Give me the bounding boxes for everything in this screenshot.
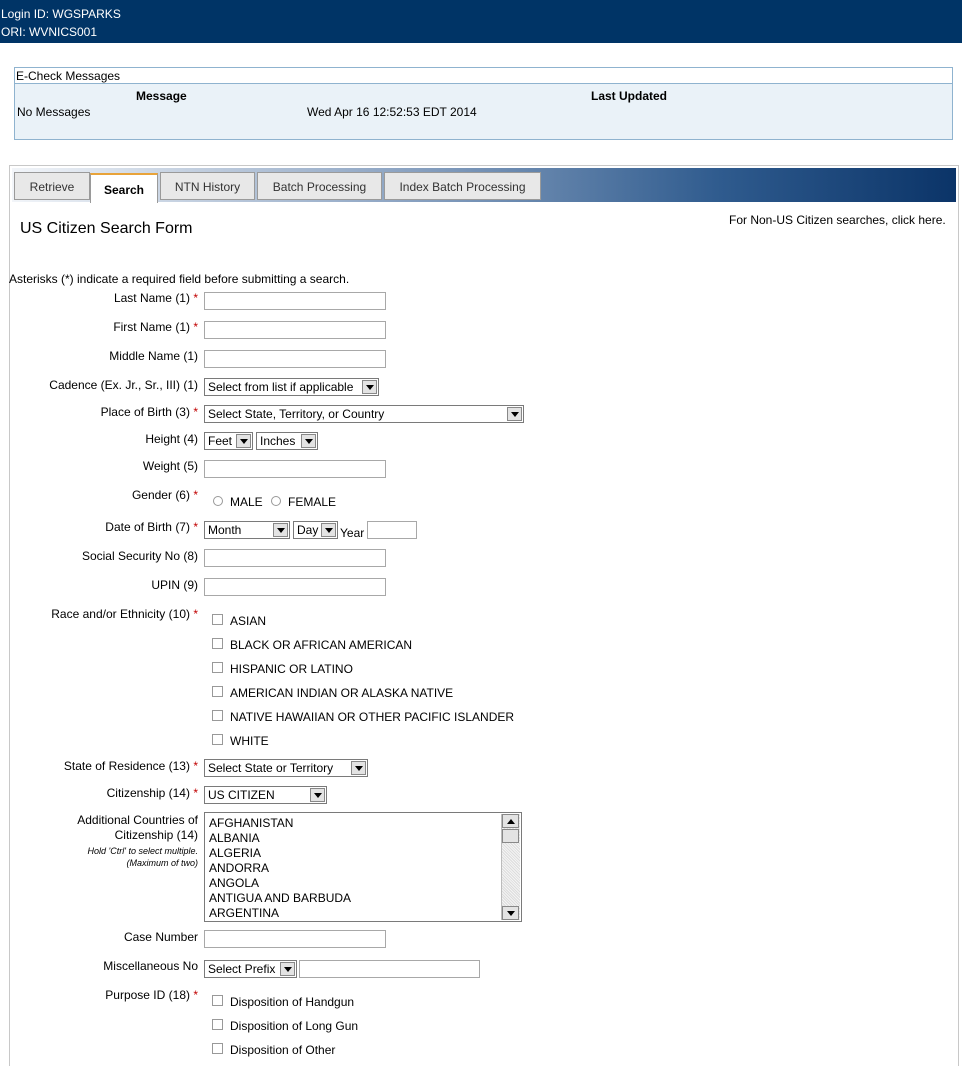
last-name-input[interactable] (204, 292, 386, 310)
required-note: Asterisks (*) indicate a required field before submitting a search. (9, 272, 350, 286)
message-updated: Wed Apr 16 12:52:53 EDT 2014 (307, 105, 477, 119)
weight-label: Weight (5) (142, 459, 198, 473)
listbox-scrollbar[interactable] (501, 814, 520, 920)
cadence-select[interactable]: Select from list if applicable (204, 378, 379, 396)
tab-retrieve[interactable]: Retrieve (14, 172, 90, 200)
purpose-label: Purpose ID (18) * (105, 988, 198, 1002)
purpose-long-gun-checkbox[interactable] (212, 1019, 223, 1030)
tab-ntn-history[interactable]: NTN History (160, 172, 255, 200)
gender-male-radio[interactable] (213, 496, 223, 506)
list-item[interactable]: ANDORRA (209, 861, 270, 875)
additional-hint-2: (Maximum of two) (126, 858, 198, 868)
col-last-updated: Last Updated (591, 89, 668, 103)
chevron-down-icon (362, 380, 377, 394)
list-item[interactable]: AFGHANISTAN (209, 816, 294, 830)
tab-search[interactable]: Search (90, 173, 158, 203)
height-label: Height (4) (145, 432, 198, 446)
race-asian-checkbox[interactable] (212, 614, 223, 625)
tab-bar (12, 168, 956, 202)
list-item[interactable]: ANGOLA (209, 876, 260, 890)
misc-prefix-select[interactable]: Select Prefix (204, 960, 297, 978)
dob-month-select[interactable]: Month (204, 521, 290, 539)
ssn-input[interactable] (204, 549, 386, 567)
gender-male-label: MALE (230, 495, 263, 509)
chevron-down-icon (310, 788, 325, 802)
dob-year-label: Year (340, 526, 365, 540)
login-id: Login ID: WGSPARKS (1, 7, 121, 21)
tab-index-batch-processing[interactable]: Index Batch Processing (384, 172, 541, 200)
additional-hint-1: Hold 'Ctrl' to select multiple. (87, 846, 198, 856)
first-name-label: First Name (1) * (113, 320, 198, 334)
additional-countries-label-1: Additional Countries of (77, 813, 198, 827)
purpose-option-label: Disposition of Other (230, 1043, 336, 1057)
tab-batch-processing[interactable]: Batch Processing (257, 172, 382, 200)
cadence-label: Cadence (Ex. Jr., Sr., III) (1) (49, 378, 198, 392)
last-name-label: Last Name (1) * (113, 291, 198, 305)
weight-input[interactable] (204, 460, 386, 478)
list-item[interactable]: ARGENTINA (209, 906, 280, 920)
chevron-down-icon (301, 434, 316, 448)
ssn-label: Social Security No (8) (81, 549, 198, 563)
chevron-down-icon (507, 407, 522, 421)
residence-label: State of Residence (13) * (63, 759, 198, 773)
gender-female-radio[interactable] (271, 496, 281, 506)
additional-countries-listbox[interactable] (204, 812, 522, 922)
case-number-input[interactable] (204, 930, 386, 948)
purpose-option-label: Disposition of Handgun (230, 995, 355, 1009)
purpose-option-label: Disposition of Long Gun (230, 1019, 359, 1033)
race-hispanic-checkbox[interactable] (212, 662, 223, 673)
misc-label: Miscellaneous No (103, 959, 198, 973)
race-option-label: NATIVE HAWAIIAN OR OTHER PACIFIC ISLANDER (230, 710, 515, 724)
place-of-birth-select[interactable]: Select State, Territory, or Country (204, 405, 524, 423)
citizenship-label: Citizenship (14) * (106, 786, 198, 800)
race-black-checkbox[interactable] (212, 638, 223, 649)
purpose-other-checkbox[interactable] (212, 1043, 223, 1054)
echeck-messages-panel (14, 67, 953, 140)
purpose-handgun-checkbox[interactable] (212, 995, 223, 1006)
race-native-hawaiian-checkbox[interactable] (212, 710, 223, 721)
race-option-label: ASIAN (230, 614, 267, 628)
race-option-label: AMERICAN INDIAN OR ALASKA NATIVE (230, 686, 454, 700)
race-option-label: WHITE (230, 734, 269, 748)
ori: ORI: WVNICS001 (1, 25, 98, 39)
messages-title: E-Check Messages (16, 69, 121, 83)
upin-input[interactable] (204, 578, 386, 596)
scroll-up-icon[interactable] (502, 814, 519, 828)
misc-number-input[interactable] (299, 960, 480, 978)
list-item[interactable]: ALGERIA (209, 846, 262, 860)
citizenship-select[interactable]: US CITIZEN (204, 786, 327, 804)
chevron-down-icon (236, 434, 251, 448)
page-title: US Citizen Search Form (20, 220, 193, 237)
case-number-label: Case Number (123, 930, 198, 944)
top-bar (0, 0, 962, 43)
scroll-down-icon[interactable] (502, 906, 519, 920)
middle-name-label: Middle Name (1) (109, 349, 198, 363)
height-inches-select[interactable]: Inches (256, 432, 318, 450)
dob-day-select[interactable]: Day (293, 521, 338, 539)
gender-label: Gender (6) * (131, 488, 198, 502)
scroll-thumb[interactable] (502, 829, 519, 843)
race-white-checkbox[interactable] (212, 734, 223, 745)
upin-label: UPIN (9) (151, 578, 198, 592)
dob-year-input[interactable] (367, 521, 417, 539)
residence-select[interactable]: Select State or Territory (204, 759, 368, 777)
race-option-label: BLACK OR AFRICAN AMERICAN (230, 638, 413, 652)
chevron-down-icon (321, 523, 336, 537)
first-name-input[interactable] (204, 321, 386, 339)
race-option-label: HISPANIC OR LATINO (230, 662, 353, 676)
non-us-citizen-link[interactable]: For Non-US Citizen searches, click here. (729, 213, 946, 227)
middle-name-input[interactable] (204, 350, 386, 368)
col-message: Message (136, 89, 187, 103)
race-label: Race and/or Ethnicity (10) * (51, 607, 198, 621)
chevron-down-icon (273, 523, 288, 537)
gender-female-label: FEMALE (288, 495, 337, 509)
additional-countries-label-2: Citizenship (14) (114, 828, 198, 842)
chevron-down-icon (351, 761, 366, 775)
message-text: No Messages (17, 105, 91, 119)
messages-header (15, 68, 952, 84)
list-item[interactable]: ALBANIA (209, 831, 260, 845)
place-of-birth-label: Place of Birth (3) * (100, 405, 198, 419)
list-item[interactable]: ANTIGUA AND BARBUDA (209, 891, 352, 905)
height-feet-select[interactable]: Feet (204, 432, 253, 450)
race-american-indian-checkbox[interactable] (212, 686, 223, 697)
chevron-down-icon (280, 962, 295, 976)
dob-label: Date of Birth (7) * (105, 520, 198, 534)
